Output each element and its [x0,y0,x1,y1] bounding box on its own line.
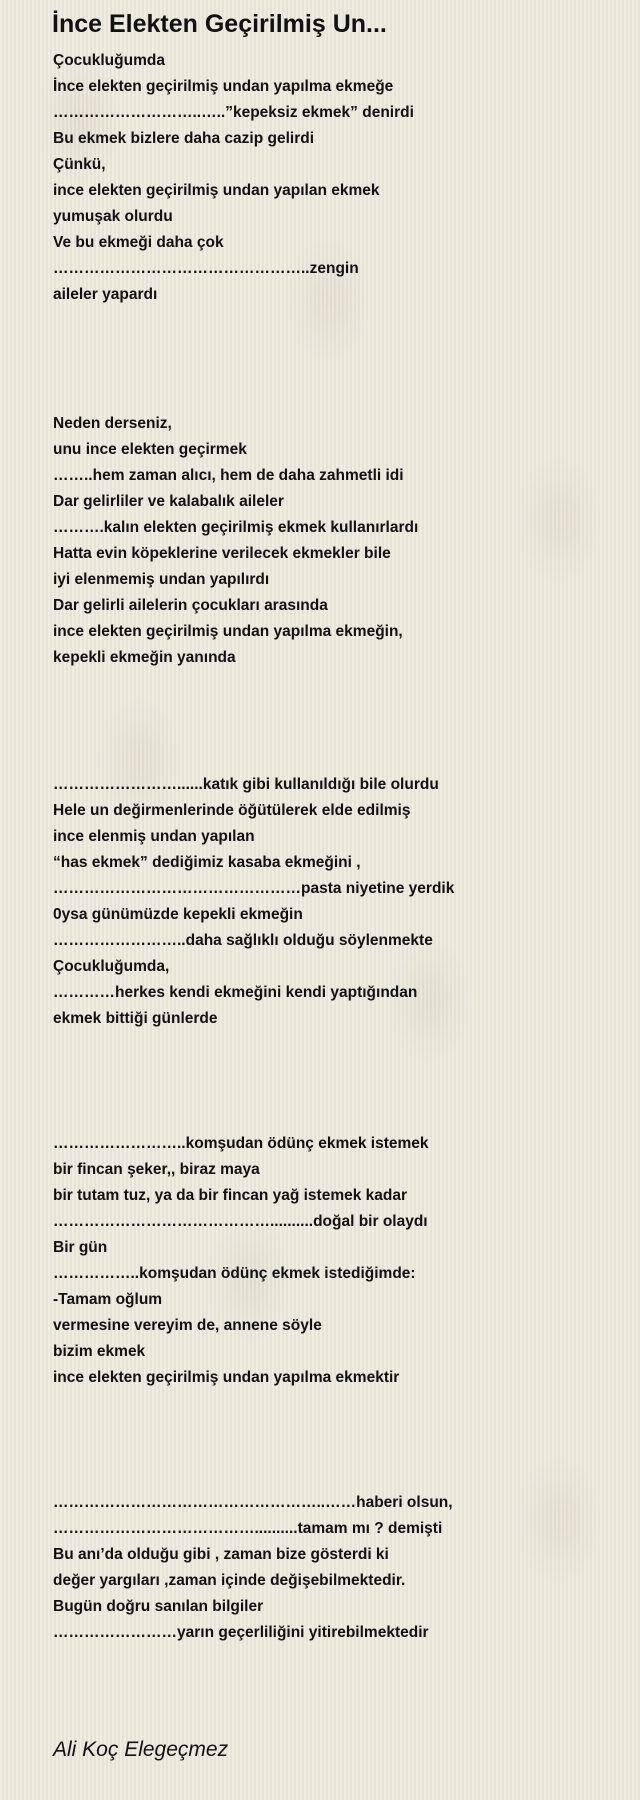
poem-line: ………………………..…..”kepeksiz ekmek” denirdi [53,104,414,121]
poem-line: Dar gelirli ailelerin çocukları arasında [53,597,328,614]
poem-line: bir fincan şeker,, biraz maya [53,1161,260,1178]
poem-line: ……………………..daha sağlıklı olduğu söylenmekte [53,932,433,949]
poem-line: ince elekten geçirilmiş undan yapılan ekmek [53,182,380,199]
stanza-5 [53,1490,453,1646]
poem-line: Çocukluğumda, [53,958,170,975]
poem-line: Hatta evin köpeklerine verilecek ekmekler bile [53,545,391,562]
poem-line: ……………………………………..........doğal bir olaydı [53,1213,428,1230]
poem-line: aileler yapardı [53,286,158,303]
poem-line: Çünkü, [53,156,106,173]
poem-line: …………herkes kendi ekmeğini kendi yaptığından [53,984,418,1001]
poem-line: bizim ekmek [53,1343,146,1360]
poem-line: Dar gelirliler ve kalabalık aileler [53,493,284,510]
poem-line: …………………………………..........tamam mı ? demişti [53,1520,443,1537]
poem-line: ekmek bittiği günlerde [53,1010,218,1027]
poem-line: vermesine vereyim de, annene söyle [53,1317,322,1334]
poem-author: Ali Koç Elegeçmez [53,1738,229,1761]
poem-line: Bir gün [53,1239,108,1256]
poem-line: …………………………………………pasta niyetine yerdik [53,880,455,897]
poem-line: -Tamam oğlum [53,1291,163,1308]
poem-line: ……..hem zaman alıcı, hem de daha zahmetli idi [53,467,404,484]
poem-line: Hele un değirmenlerinde öğütülerek elde edilmiş [53,802,411,819]
stanza-1 [53,48,414,308]
poem-line: bir tutam tuz, ya da bir fincan yağ istemek kadar [53,1187,408,1204]
poem-line: 0ysa günümüzde kepekli ekmeğin [53,906,303,923]
poem-line: “has ekmek” dediğimiz kasaba ekmeğini , [53,854,361,871]
poem-line: ……………………………………………..……haberi olsun, [53,1494,453,1511]
poem-line: ince elenmiş undan yapılan [53,828,255,845]
stanza-3 [53,772,454,1032]
poem-line: Ve bu ekmeği daha çok [53,234,224,251]
poem-line: unu ince elekten geçirmek [53,441,247,458]
poem-line: değer yargıları ,zaman içinde değişebilmektedir. [53,1572,406,1589]
poem-line: ……………..komşudan ödünç ekmek istediğimde: [53,1265,416,1282]
stanza-4 [53,1131,429,1391]
poem-line: …………………………………………..zengin [53,260,359,277]
poem-line: yumuşak olurdu [53,208,173,225]
poem-line: ince elekten geçirilmiş undan yapılma ekmektir [53,1369,400,1386]
poem-line: ……….kalın elekten geçirilmiş ekmek kullanırlardı [53,519,419,536]
poem-line: Bu anı’da olduğu gibi , zaman bize gösterdi ki [53,1546,389,1563]
poem-line: İnce elekten geçirilmiş undan yapılma ekmeğe [53,78,394,95]
poem-line: ……………………......katık gibi kullanıldığı bile olurdu [53,776,439,793]
poem-line: ince elekten geçirilmiş undan yapılma ekmeğin, [53,623,403,640]
poem-line: kepekli ekmeğin yanında [53,649,236,666]
poem-line: ……………………yarın geçerliliğini yitirebilmektedir [53,1624,429,1641]
poem-line: iyi elenmemiş undan yapılırdı [53,571,270,588]
poem-line: Neden derseniz, [53,415,172,432]
poem-line: ……………………..komşudan ödünç ekmek istemek [53,1135,429,1152]
poem-line: Çocukluğumda [53,52,165,69]
poem-title: İnce Elekten Geçirilmiş Un... [52,10,387,38]
poem-line: Bugün doğru sanılan bilgiler [53,1598,264,1615]
poem-line: Bu ekmek bizlere daha cazip gelirdi [53,130,315,147]
stanza-2 [53,411,418,671]
